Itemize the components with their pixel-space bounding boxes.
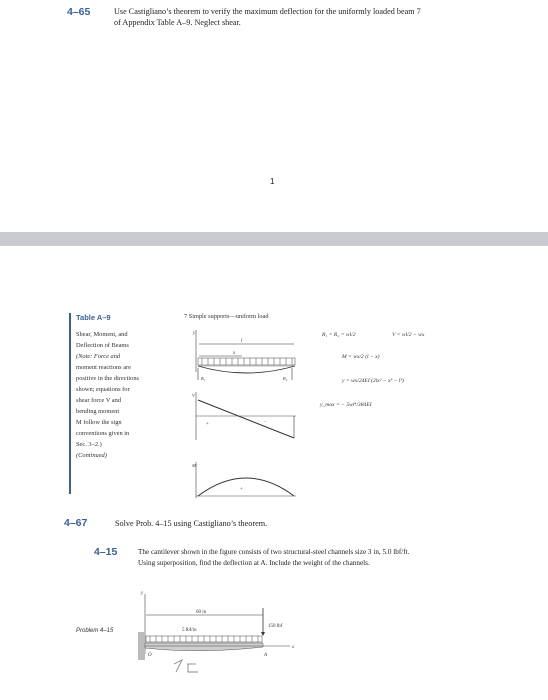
- reaction-r1-label: R₁: [201, 376, 206, 381]
- table-accent-bar: [69, 313, 71, 494]
- handwritten-mark: [174, 660, 198, 672]
- problem-number-4-15: 4–15: [94, 546, 118, 558]
- wall-support: [138, 632, 145, 660]
- problem-text-line: of Appendix Table A–9. Neglect shear.: [114, 18, 241, 27]
- reaction-r2-label: R₂: [283, 376, 288, 381]
- moment-axis-label: M: [192, 463, 196, 468]
- table-description-line: Sec. 3–2.): [76, 441, 102, 448]
- shear-plus-sign: +: [206, 422, 209, 427]
- problem-text-4-67: Solve Prob. 4–15 using Castigliano’s theorem.: [115, 519, 268, 528]
- page-divider: [0, 232, 548, 246]
- table-description-line: M follow the sign: [76, 419, 122, 426]
- table-description-line: bending moment: [76, 408, 120, 415]
- figure-y-label: y: [141, 591, 144, 596]
- point-load-label: 150 lbf: [268, 624, 283, 629]
- table-description-line: shown; equations for: [76, 386, 130, 393]
- cantilever-figure: [130, 588, 300, 680]
- table-description-line: positive in the directions: [76, 375, 140, 382]
- distributed-load-arrows: [150, 636, 258, 642]
- beam-case-title: 7 Simple supports—uniform load: [184, 313, 269, 320]
- problem-text-line: Use Castigliano’s theorem to verify the maximum deflection for the uniformly loaded beam 7: [114, 7, 421, 16]
- problem-text-4-65: [114, 6, 534, 28]
- table-title: Table A–9: [76, 313, 111, 322]
- shear-minus-sign: −: [264, 420, 267, 425]
- equation-moment: M = wx/2 (l − x): [342, 354, 380, 360]
- table-description-line: Deflection of Beams: [76, 342, 129, 349]
- distributed-load-label: 5 lbf/in: [182, 628, 197, 633]
- table-description-line: moment reactions are: [76, 364, 132, 371]
- equation-max-deflection: y_max = − 5wl⁴/384EI: [320, 402, 372, 408]
- table-description-line: (Continued): [76, 452, 107, 459]
- problem-text-4-15: [138, 547, 538, 568]
- span-dimension-label: 60 in: [196, 610, 207, 615]
- equation-deflection: y = wx/24EI (2lx² − x³ − l³): [342, 378, 404, 384]
- equation-reactions: R₁ = R₂ = wl/2: [322, 332, 356, 338]
- table-description: [76, 329, 164, 461]
- figure-x-label: x: [292, 645, 295, 650]
- point-o-label: O: [148, 653, 152, 658]
- figure-label: Problem 4–15: [76, 628, 114, 634]
- shear-line: [198, 400, 294, 438]
- distributed-load-box: [198, 358, 295, 365]
- table-description-line: (Note: Force and: [76, 353, 121, 360]
- moment-plus-sign: +: [240, 487, 243, 492]
- point-a-label: A: [264, 653, 268, 658]
- problem-number-4-65: 4–65: [67, 6, 91, 18]
- x-dimension-label: x: [233, 351, 236, 356]
- table-description-line: Shear, Moment, and: [76, 331, 128, 338]
- problem-number-4-67: 4–67: [64, 517, 88, 529]
- distributed-load-arrows: [202, 358, 292, 365]
- problem-text-line: Using superposition, find the deflection at A. Include the weight of the channels.: [138, 558, 370, 567]
- problem-text-line: The cantilever shown in the figure consists of two structural-steel channels size 3 in, 5.0 lbf/ft.: [138, 548, 410, 556]
- point-load-arrowhead: [261, 632, 265, 636]
- table-description-line: shear force V and: [76, 397, 122, 404]
- length-label: l: [241, 339, 243, 344]
- beam-diagrams: [190, 320, 300, 502]
- deflected-beam: [145, 643, 263, 651]
- moment-curve: [198, 478, 294, 496]
- y-axis-label: y: [193, 331, 196, 336]
- page-number: 1: [270, 177, 275, 186]
- table-description-line: conventions given in: [76, 430, 130, 437]
- deflected-beam-curve: [198, 366, 295, 373]
- shear-axis-label: V: [192, 393, 195, 398]
- equation-shear: V = wl/2 − wx: [392, 332, 425, 338]
